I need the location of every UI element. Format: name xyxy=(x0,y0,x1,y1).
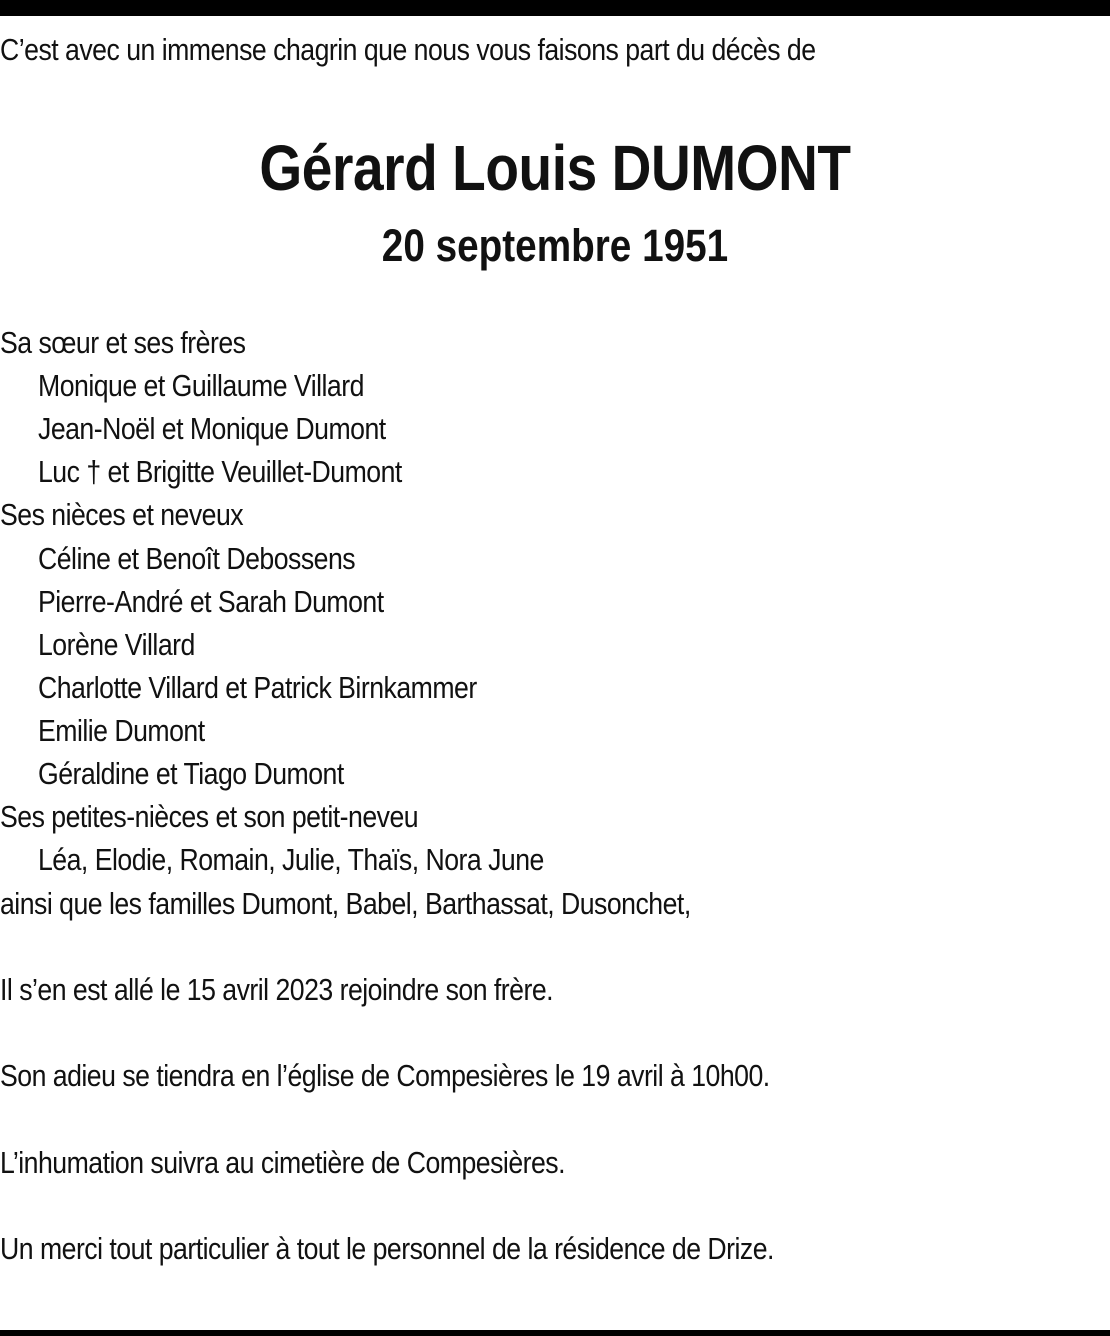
sibling-entry: Monique et Guillaume Villard xyxy=(38,368,364,403)
siblings-heading: Sa sœur et ses frères xyxy=(0,325,246,360)
ceremony-paragraph: Son adieu se tiendra en l’église de Compesières le 19 avril à 10h00. xyxy=(0,1058,770,1093)
deceased-birth-date: 20 septembre 1951 xyxy=(381,220,729,271)
niece-entry: Céline et Benoît Debossens xyxy=(38,541,356,576)
great-nieces-entry: Léa, Elodie, Romain, Julie, Thaïs, Nora June xyxy=(38,842,544,877)
deceased-name: Gérard Louis DUMONT xyxy=(259,132,851,204)
sibling-entry: Jean-Noël et Monique Dumont xyxy=(38,411,386,446)
bottom-border-rule xyxy=(0,1330,1110,1336)
nieces-heading: Ses nièces et neveux xyxy=(0,497,244,532)
sibling-entry: Luc † et Brigitte Veuillet-Dumont xyxy=(38,454,402,489)
burial-paragraph: L’inhumation suivra au cimetière de Compesières. xyxy=(0,1145,566,1180)
top-border-rule xyxy=(0,0,1110,16)
niece-entry: Pierre-André et Sarah Dumont xyxy=(38,584,384,619)
thanks-paragraph: Un merci tout particulier à tout le personnel de la résidence de Drize. xyxy=(0,1231,774,1266)
passing-paragraph: Il s’en est allé le 15 avril 2023 rejoindre son frère. xyxy=(0,972,554,1007)
families-line: ainsi que les familles Dumont, Babel, Barthassat, Dusonchet, xyxy=(0,886,691,921)
niece-entry: Emilie Dumont xyxy=(38,713,205,748)
niece-entry: Charlotte Villard et Patrick Birnkammer xyxy=(38,670,477,705)
intro-text: C’est avec un immense chagrin que nous vous faisons part du décès de xyxy=(0,32,816,67)
great-nieces-heading: Ses petites-nièces et son petit-neveu xyxy=(0,799,419,834)
niece-entry: Géraldine et Tiago Dumont xyxy=(38,756,344,791)
niece-entry: Lorène Villard xyxy=(38,627,195,662)
